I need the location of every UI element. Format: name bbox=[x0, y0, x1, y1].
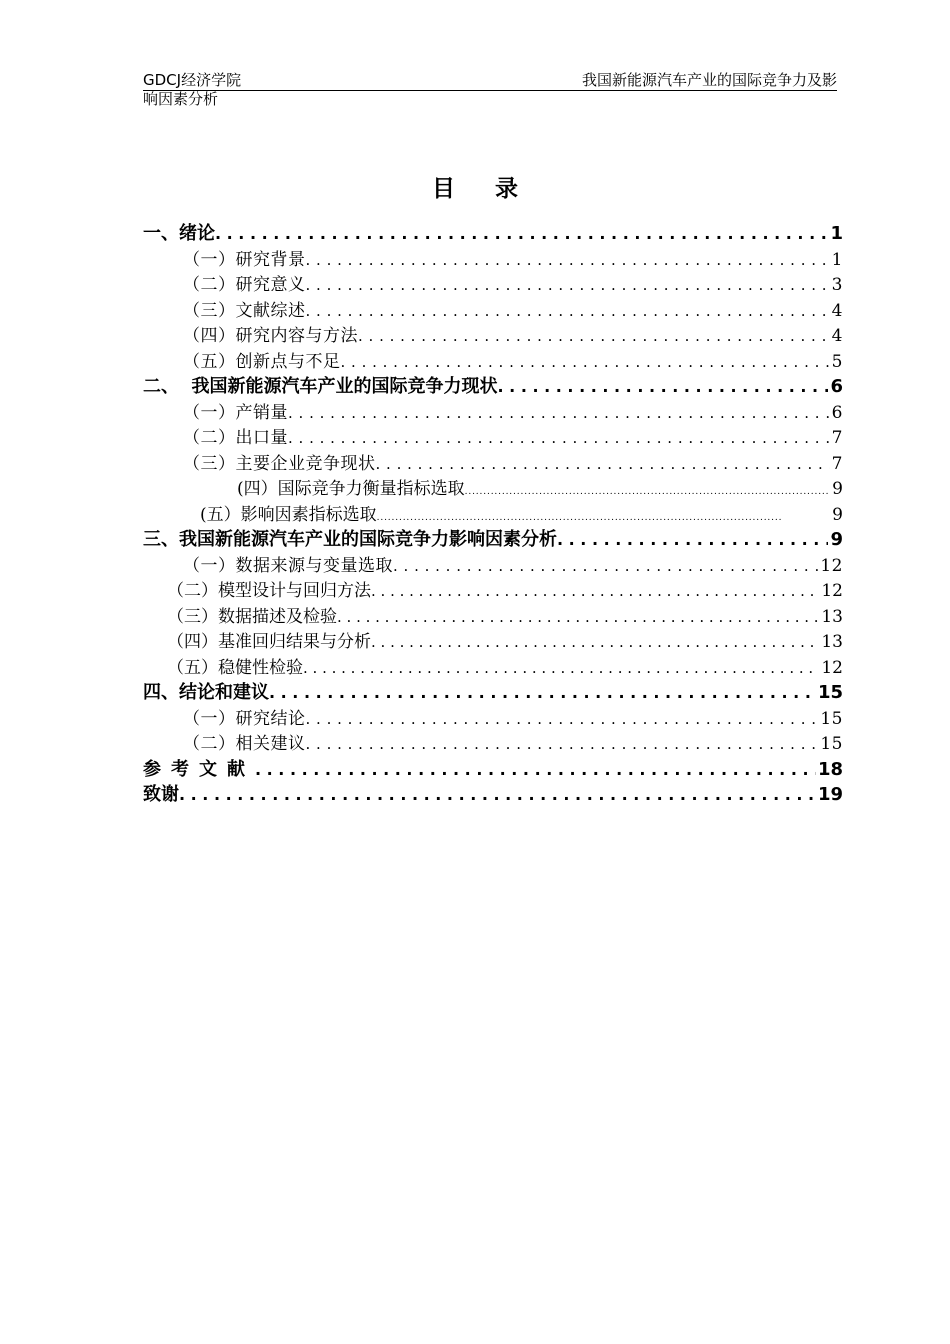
toc-page-number: 4 bbox=[831, 326, 843, 346]
toc-entry-label: 一、绪论 bbox=[143, 223, 215, 244]
toc-page-number: 12 bbox=[820, 555, 843, 576]
toc-entry[interactable] bbox=[143, 398, 843, 424]
toc-entry-label: 致谢 bbox=[143, 784, 179, 805]
toc-leader-dots bbox=[377, 513, 831, 523]
toc-leader-dots bbox=[255, 760, 816, 779]
toc-title: 目录 bbox=[432, 176, 558, 202]
header-row bbox=[143, 68, 837, 91]
toc-entry-label: （二）模型设计与回归方法 bbox=[167, 581, 371, 601]
toc-leader-dots bbox=[371, 582, 819, 600]
toc-leader-dots bbox=[288, 429, 830, 447]
toc-page-number: 13 bbox=[821, 632, 843, 652]
toc-page-number: 7 bbox=[831, 428, 843, 448]
toc-entry[interactable] bbox=[143, 704, 843, 730]
toc-entry[interactable] bbox=[143, 474, 843, 500]
toc-entry[interactable] bbox=[143, 423, 843, 449]
toc-page-number: 13 bbox=[821, 606, 843, 627]
toc-leader-dots bbox=[393, 557, 818, 575]
toc-entry[interactable] bbox=[143, 729, 843, 755]
toc-entry[interactable] bbox=[143, 678, 843, 704]
toc-entry[interactable] bbox=[143, 627, 843, 653]
toc-entry-label: （四）研究内容与方法 bbox=[183, 326, 358, 346]
toc-leader-dots bbox=[269, 683, 816, 702]
toc-entry[interactable] bbox=[143, 755, 843, 781]
toc-entry[interactable] bbox=[143, 576, 843, 602]
toc-leader-dots bbox=[465, 487, 831, 497]
toc-leader-dots bbox=[179, 785, 816, 804]
toc-entry-label: （三）文献综述 bbox=[183, 300, 306, 321]
toc-entry-label: 二、 我国新能源汽车产业的国际竞争力现状 bbox=[143, 376, 498, 397]
toc-entry[interactable] bbox=[143, 780, 843, 806]
toc-leader-dots bbox=[341, 353, 830, 371]
header-thesis-title-continued: 响因素分析 bbox=[143, 90, 219, 108]
toc-page-number: 6 bbox=[830, 376, 843, 397]
toc-page-number: 15 bbox=[817, 682, 843, 703]
toc-leader-dots bbox=[306, 251, 830, 269]
toc-leader-dots bbox=[498, 377, 829, 396]
toc-page-number: 15 bbox=[820, 734, 843, 754]
toc-entry-label: 四、结论和建议 bbox=[143, 682, 269, 703]
toc-leader-dots bbox=[376, 455, 830, 473]
toc-entry-label: （一）研究背景 bbox=[183, 249, 306, 270]
toc-entry-label: （二）出口量 bbox=[183, 428, 288, 448]
page-header bbox=[143, 68, 837, 109]
toc-entry[interactable] bbox=[143, 525, 843, 551]
toc-leader-dots bbox=[288, 404, 830, 422]
table-of-contents bbox=[143, 219, 843, 806]
toc-page-number: 1 bbox=[831, 249, 843, 270]
toc-leader-dots bbox=[557, 530, 828, 549]
toc-leader-dots bbox=[306, 735, 819, 753]
toc-entry[interactable] bbox=[143, 219, 843, 245]
toc-entry[interactable] bbox=[143, 321, 843, 347]
toc-leader-dots bbox=[337, 608, 819, 626]
toc-entry-label: (四）国际竞争力衡量指标选取 bbox=[237, 479, 465, 499]
toc-leader-dots bbox=[306, 276, 830, 294]
toc-leader-dots bbox=[215, 224, 828, 243]
toc-page-number: 15 bbox=[820, 708, 843, 729]
toc-entry-label: （三）数据描述及检验 bbox=[167, 606, 337, 627]
toc-page-number: 12 bbox=[821, 581, 843, 601]
toc-page-number: 9 bbox=[832, 479, 843, 499]
header-institution: GDCJ经济学院 bbox=[143, 71, 242, 89]
toc-entry-label: （一）数据来源与变量选取 bbox=[183, 555, 393, 576]
toc-page-number: 19 bbox=[817, 784, 843, 805]
toc-leader-dots bbox=[306, 302, 830, 320]
toc-entry[interactable] bbox=[143, 296, 843, 322]
header-thesis-title: 我国新能源汽车产业的国际竞争力及影 bbox=[581, 71, 837, 89]
toc-leader-dots bbox=[306, 710, 819, 728]
toc-leader-dots bbox=[371, 633, 819, 651]
toc-entry[interactable] bbox=[143, 602, 843, 628]
toc-entry-label: （一）产销量 bbox=[183, 402, 288, 423]
toc-entry[interactable] bbox=[143, 653, 843, 679]
toc-page-number: 9 bbox=[832, 504, 843, 525]
toc-page-number: 5 bbox=[831, 351, 843, 372]
toc-page-number: 18 bbox=[817, 758, 843, 780]
toc-page-number: 9 bbox=[830, 529, 843, 550]
toc-entry[interactable] bbox=[143, 372, 843, 398]
toc-entry-label: （三）主要企业竞争现状 bbox=[183, 453, 376, 474]
toc-entry[interactable] bbox=[143, 347, 843, 373]
toc-entry[interactable] bbox=[143, 449, 843, 475]
toc-leader-dots bbox=[358, 327, 830, 345]
toc-entry[interactable] bbox=[143, 270, 843, 296]
toc-entry-label: （二）研究意义 bbox=[183, 275, 306, 295]
toc-page-number: 7 bbox=[831, 453, 843, 474]
toc-entry-label: （五）创新点与不足 bbox=[183, 351, 341, 372]
toc-entry-label: （四）基准回归结果与分析 bbox=[167, 632, 371, 652]
toc-page-number: 12 bbox=[821, 657, 843, 678]
toc-entry-label: （二）相关建议 bbox=[183, 734, 306, 754]
toc-page-number: 1 bbox=[830, 223, 843, 244]
toc-entry-label: （一）研究结论 bbox=[183, 708, 306, 729]
toc-page-number: 3 bbox=[831, 275, 843, 295]
toc-entry-label: 参考文献 bbox=[143, 758, 255, 780]
toc-entry-label: (五）影响因素指标选取 bbox=[200, 504, 377, 525]
toc-leader-dots bbox=[303, 659, 819, 677]
toc-entry[interactable] bbox=[143, 551, 843, 577]
toc-page-number: 6 bbox=[831, 402, 843, 423]
toc-entry[interactable] bbox=[143, 245, 843, 271]
toc-page-number: 4 bbox=[831, 300, 843, 321]
toc-entry-label: 三、我国新能源汽车产业的国际竞争力影响因素分析 bbox=[143, 529, 557, 550]
toc-entry-label: （五）稳健性检验 bbox=[167, 657, 303, 678]
toc-entry[interactable] bbox=[143, 500, 843, 526]
